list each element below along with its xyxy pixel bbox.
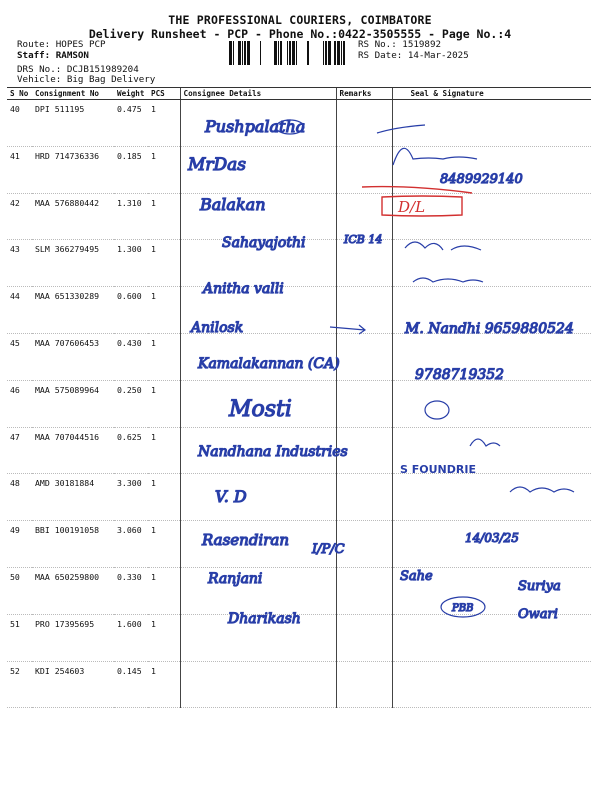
barcode-bar <box>292 41 295 65</box>
handwritten-consignee: Anitha valli <box>203 281 284 297</box>
barcode-bar <box>328 41 331 65</box>
row-pcs: 1 <box>148 521 180 568</box>
row-weight: 1.600 <box>114 614 148 661</box>
table-row <box>7 333 591 380</box>
left-meta <box>17 40 139 75</box>
barcode-bar <box>341 41 342 65</box>
vehicle-line <box>17 74 155 85</box>
row-sno: 40 <box>7 100 32 147</box>
row-consignment: HRD 714736336 <box>32 146 114 193</box>
rs-no-value: 1519892 <box>402 39 442 50</box>
barcode-bar <box>307 41 309 65</box>
row-weight: 0.430 <box>114 333 148 380</box>
handwritten-consignee: Anilosk <box>191 320 244 336</box>
row-pcs: 1 <box>148 193 180 240</box>
row-consignment: BBI 100191058 <box>32 521 114 568</box>
barcode-bar <box>343 41 345 65</box>
rs-date-label: RS Date: <box>358 49 403 61</box>
row-signature-cell <box>392 333 591 380</box>
row-consignee-cell <box>180 427 336 474</box>
barcode-bar <box>244 41 246 65</box>
row-sno: 45 <box>7 333 32 380</box>
row-weight: 0.600 <box>114 287 148 334</box>
barcode-bar <box>242 41 243 65</box>
row-signature-cell <box>392 474 591 521</box>
handwritten-consignee: Ranjani <box>208 571 263 587</box>
row-consignee-cell <box>180 333 336 380</box>
row-pcs: 1 <box>148 100 180 147</box>
row-weight: 1.300 <box>114 240 148 287</box>
barcode-bar <box>296 41 297 65</box>
row-sno: 46 <box>7 380 32 427</box>
rs-date-value: 14-Mar-2025 <box>407 49 469 61</box>
handwritten-consignee: Mosti <box>229 397 292 422</box>
barcode-bar <box>325 41 327 65</box>
handwritten-signature: M. Nandhi 9659880524 <box>405 321 574 337</box>
row-weight: 0.145 <box>114 661 148 708</box>
company-title: THE PROFESSIONAL COURIERS, COIMBATORE <box>168 13 432 27</box>
handwritten-date: 14/03/25 <box>465 531 519 545</box>
barcode-bar <box>278 41 279 65</box>
col-pcs: PCS <box>148 88 180 100</box>
table-row <box>7 614 591 661</box>
table-row <box>7 427 591 474</box>
row-weight: 0.475 <box>114 100 148 147</box>
barcode-bar <box>247 41 250 65</box>
row-signature-cell <box>392 380 591 427</box>
row-sno: 47 <box>7 427 32 474</box>
barcode-bar <box>289 41 291 65</box>
table-row <box>7 661 591 708</box>
handwritten-signature: Sahe <box>400 569 433 584</box>
table-row <box>7 240 591 287</box>
row-consignee-cell <box>180 380 336 427</box>
row-signature-cell <box>392 287 591 334</box>
barcode-bar <box>274 41 277 65</box>
row-consignment: DPI 511195 <box>32 100 114 147</box>
row-weight: 3.300 <box>114 474 148 521</box>
vehicle-label: Vehicle: <box>17 74 62 85</box>
row-remarks-cell <box>336 614 392 661</box>
barcode-bar <box>233 41 234 65</box>
row-pcs: 1 <box>148 380 180 427</box>
row-pcs: 1 <box>148 661 180 708</box>
handwritten-consignee: Balakan <box>200 195 266 214</box>
row-consignee-cell <box>180 661 336 708</box>
row-signature-cell <box>392 100 591 147</box>
row-consignment: MAA 707044516 <box>32 427 114 474</box>
row-signature-cell <box>392 427 591 474</box>
row-consignee-cell <box>180 146 336 193</box>
barcode-bar <box>238 41 241 65</box>
row-sno: 48 <box>7 474 32 521</box>
runsheet-subtitle: Delivery Runsheet - PCP - Phone No.:0422-3505555 - Page No.:4 <box>88 27 512 41</box>
staff-value: RAMSON <box>55 49 89 61</box>
col-sno: S No <box>7 88 32 100</box>
row-consignment: PRO 17395695 <box>32 614 114 661</box>
row-pcs: 1 <box>148 567 180 614</box>
row-consignment: MAA 651330289 <box>32 287 114 334</box>
handwritten-consignee: Pushpalatha <box>205 117 306 136</box>
handwritten-consignee: V. D <box>215 487 247 506</box>
handwritten-consignee: Nandhana Industries <box>198 444 348 460</box>
row-sno: 43 <box>7 240 32 287</box>
row-weight: 0.250 <box>114 380 148 427</box>
row-sno: 41 <box>7 146 32 193</box>
stamp-text: S FOUNDRIE <box>400 463 476 476</box>
row-weight: 0.185 <box>114 146 148 193</box>
barcode-bar <box>229 41 232 65</box>
row-sno: 42 <box>7 193 32 240</box>
row-remarks-cell <box>336 333 392 380</box>
row-consignment: KDI 254603 <box>32 661 114 708</box>
row-consignee-cell <box>180 614 336 661</box>
row-consignee-cell <box>180 240 336 287</box>
row-pcs: 1 <box>148 240 180 287</box>
row-consignment: SLM 366279495 <box>32 240 114 287</box>
right-meta <box>358 40 469 62</box>
col-signature: Seal & Signature <box>392 88 591 100</box>
staff-line <box>17 51 139 62</box>
row-remarks-cell <box>336 287 392 334</box>
row-consignment: MAA 575089964 <box>32 380 114 427</box>
runsheet-table <box>7 87 591 708</box>
table-row <box>7 193 591 240</box>
col-weight: Weight <box>114 88 148 100</box>
row-consignee-cell <box>180 521 336 568</box>
row-remarks-cell <box>336 521 392 568</box>
row-consignee-cell <box>180 287 336 334</box>
row-remarks-cell <box>336 427 392 474</box>
barcode-bar <box>287 41 288 65</box>
handwritten-consignee: Sahayajothi <box>222 235 306 251</box>
handwritten-signature: Owari <box>518 607 558 622</box>
row-consignment: AMD 30181884 <box>32 474 114 521</box>
row-pcs: 1 <box>148 287 180 334</box>
rs-no-label: RS No.: <box>358 39 397 50</box>
row-sno: 44 <box>7 287 32 334</box>
handwritten-remark: ICB 14 <box>344 233 383 246</box>
row-signature-cell <box>392 661 591 708</box>
row-pcs: 1 <box>148 146 180 193</box>
rs-date-line <box>358 51 469 62</box>
col-consignee: Consignee Details <box>180 88 336 100</box>
col-remarks: Remarks <box>336 88 392 100</box>
row-weight: 3.060 <box>114 521 148 568</box>
barcode <box>229 41 351 65</box>
handwritten-signature: 9788719352 <box>415 367 505 383</box>
red-remark: D/L <box>398 198 426 216</box>
staff-label: Staff: <box>17 49 51 61</box>
handwritten-phone: 8489929140 <box>440 172 523 187</box>
drs-label: DRS No.: <box>17 63 62 75</box>
handwritten-remark: I/P/C <box>312 542 345 557</box>
row-weight: 1.310 <box>114 193 148 240</box>
row-signature-cell <box>392 567 591 614</box>
row-remarks-cell <box>336 380 392 427</box>
barcode-bar <box>337 41 340 65</box>
handwritten-consignee: Rasendiran <box>202 531 289 549</box>
barcode-bar <box>260 41 261 65</box>
row-weight: 0.625 <box>114 427 148 474</box>
row-consignment: MAA 707606453 <box>32 333 114 380</box>
handwritten-signature: Suriya <box>518 579 561 594</box>
row-signature-cell <box>392 614 591 661</box>
handwritten-consignee: MrDas <box>188 155 247 175</box>
table-row <box>7 100 591 147</box>
drs-value: DCJB151989204 <box>66 63 139 75</box>
table-row <box>7 287 591 334</box>
row-sno: 49 <box>7 521 32 568</box>
row-consignment: MAA 650259800 <box>32 567 114 614</box>
table-row <box>7 474 591 521</box>
row-pcs: 1 <box>148 474 180 521</box>
table-row <box>7 146 591 193</box>
row-remarks-cell <box>336 474 392 521</box>
handwritten-consignee: Kamalakannan (CA) <box>198 356 340 372</box>
barcode-bar <box>334 41 336 65</box>
row-remarks-cell <box>336 146 392 193</box>
row-sno: 51 <box>7 614 32 661</box>
row-consignee-cell <box>180 567 336 614</box>
row-signature-cell <box>392 521 591 568</box>
route-value: HOPES PCP <box>55 39 106 50</box>
row-signature-cell <box>392 193 591 240</box>
row-remarks-cell <box>336 240 392 287</box>
barcode-bar <box>280 41 282 65</box>
row-remarks-cell <box>336 100 392 147</box>
table-row <box>7 521 591 568</box>
row-consignment: MAA 576880442 <box>32 193 114 240</box>
row-pcs: 1 <box>148 614 180 661</box>
row-pcs: 1 <box>148 427 180 474</box>
row-pcs: 1 <box>148 333 180 380</box>
row-consignee-cell <box>180 100 336 147</box>
row-remarks-cell <box>336 661 392 708</box>
table-header-row <box>7 88 591 100</box>
route-label: Route: <box>17 39 51 50</box>
barcode-bar <box>323 41 324 65</box>
row-consignee-cell <box>180 193 336 240</box>
row-remarks-cell <box>336 193 392 240</box>
handwritten-signature: PBB <box>452 603 474 614</box>
row-consignee-cell <box>180 474 336 521</box>
handwritten-consignee: Dharikash <box>228 611 301 627</box>
row-weight: 0.330 <box>114 567 148 614</box>
row-sno: 50 <box>7 567 32 614</box>
col-consignment: Consignment No <box>32 88 114 100</box>
row-sno: 52 <box>7 661 32 708</box>
row-signature-cell <box>392 240 591 287</box>
table-row <box>7 567 591 614</box>
table-row <box>7 380 591 427</box>
vehicle-value: Big Bag Delivery <box>66 74 156 85</box>
row-remarks-cell <box>336 567 392 614</box>
row-signature-cell <box>392 146 591 193</box>
